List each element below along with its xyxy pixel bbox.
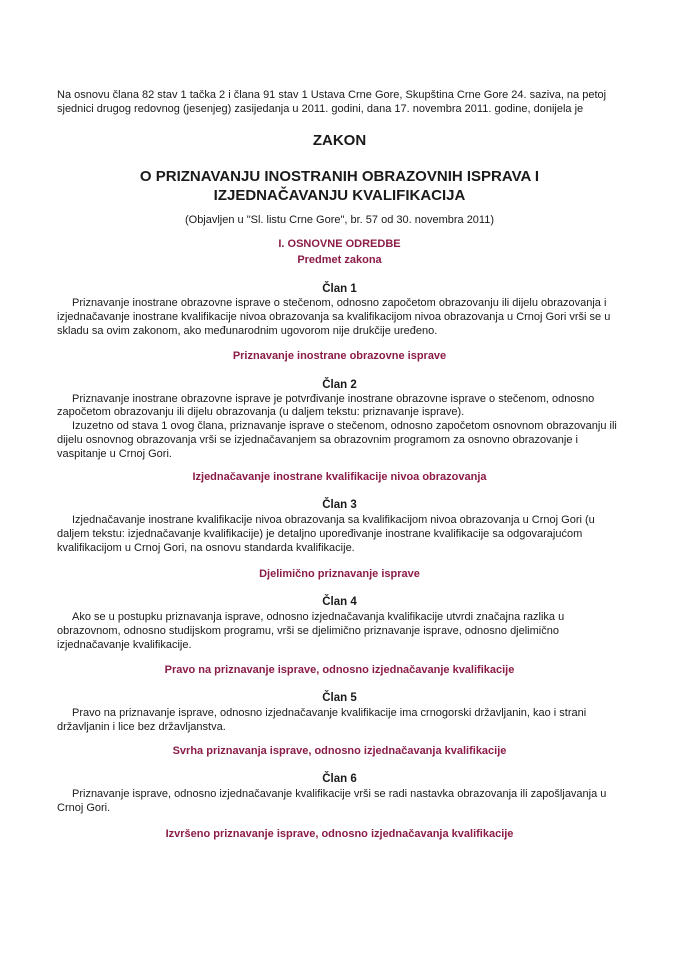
chapter-heading: I. OSNOVNE ODREDBE xyxy=(278,238,401,250)
intro-line: sjednici drugog redovnog (jesenjeg) zasijedanja u 2011. godini, dana 17. novembra 2011. godine, donijela je xyxy=(57,103,584,115)
law-title-line: IZJEDNAČAVANJU KVALIFIKACIJA xyxy=(213,187,466,204)
law-title-line: O PRIZNAVANJU INOSTRANIH OBRAZOVNIH ISPRAVA I xyxy=(139,168,540,185)
article-line: skladu sa ovim zakonom, ako međunarodnim ugovorom nije drukčije uređeno. xyxy=(57,325,438,337)
section-heading: Djelimično priznavanje isprave xyxy=(259,568,420,580)
article-line: Izuzetno od stava 1 ovog člana, priznavanje isprave o stečenom, odnosno započetom osnovnom obrazovanju ili xyxy=(72,420,617,432)
article-line: Izjednačavanje inostrane kvalifikacije nivoa obrazovanja sa kvalifikacijom nivoa obrazovanja u Crnoj Gori (u xyxy=(72,514,595,526)
article-line: kvalifikacijom u Crnoj Gori, na osnovu standarda kvalifikacije. xyxy=(57,542,355,554)
article-label: Član 1 xyxy=(322,283,357,295)
article-line: daljem tekstu: izjednačavanje kvalifikacije) je detaljno upoređivanje inostrane kvalifikacije sa odgovarajućom xyxy=(57,528,583,540)
article-line: vaspitanje u Crnoj Gori. xyxy=(57,448,172,460)
article-line: Ako se u postupku priznavanja isprave, odnosno izjednačavanja kvalifikacije utvrdi značajna razlika u xyxy=(72,611,565,623)
section-heading: Svrha priznavanja isprave, odnosno izjednačavanja kvalifikacije xyxy=(172,745,507,757)
article-line: obrazovnom, odnosno studijskom programu, vrši se djelimično priznavanje isprave, odnosno djelimično xyxy=(57,625,559,637)
article-line: Priznavanje isprave, odnosno izjednačavanje kvalifikacije vrši se radi nastavka obrazovanja ili zapošljavanja u xyxy=(72,788,607,800)
article-label: Član 5 xyxy=(322,692,357,704)
article-line: Priznavanje inostrane obrazovne isprave o stečenom, odnosno započetom obrazovanju ili dijelu obrazovanja i xyxy=(72,297,607,309)
section-heading: Predmet zakona xyxy=(297,254,382,266)
section-heading: Izjednačavanje inostrane kvalifikacije nivoa obrazovanja xyxy=(192,471,487,483)
section-heading: Izvršeno priznavanje isprave, odnosno izjednačavanja kvalifikacije xyxy=(165,828,514,840)
section-heading: Pravo na priznavanje isprave, odnosno izjednačavanje kvalifikacije xyxy=(164,664,515,676)
article-label: Član 4 xyxy=(322,596,357,608)
section-heading: Priznavanje inostrane obrazovne isprave xyxy=(232,350,447,362)
article-line: Priznavanje inostrane obrazovne isprave je potvrđivanje inostrane obrazovne isprave o stečenom, odnosno xyxy=(72,393,595,405)
publication-note: (Objavljen u "Sl. listu Crne Gore", br. 57 od 30. novembra 2011) xyxy=(184,214,495,226)
intro-line: Na osnovu člana 82 stav 1 tačka 2 i člana 91 stav 1 Ustava Crne Gore, Skupština Crne Gore 24. saziva, na petoj xyxy=(57,89,607,101)
article-line: Pravo na priznavanje isprave, odnosno izjednačavanje kvalifikacije ima crnogorski državljanin, kao i strani xyxy=(72,707,587,719)
article-line: izjednačavanje inostrane kvalifikacije nivoa obrazovanja sa kvalifikacijom nivoa obrazovanja u Crnoj Gori vrši se u xyxy=(57,311,611,323)
article-label: Član 2 xyxy=(322,379,357,391)
article-label: Član 6 xyxy=(322,773,357,785)
article-line: izjednačavanje kvalifikacije. xyxy=(57,639,192,651)
article-label: Član 3 xyxy=(322,499,357,511)
article-line: dijelu osnovnog obrazovanja vrši se izjednačavanjem sa obrazovnim programom za osnovno obrazovanje i xyxy=(57,434,578,446)
article-line: Crnoj Gori. xyxy=(57,802,111,814)
document-type: ZAKON xyxy=(312,132,367,149)
article-line: državljanin i lice bez državljanstva. xyxy=(57,721,226,733)
article-line: započetom obrazovanju ili dijelu obrazovanja (u daljem tekstu: priznavanje isprave). xyxy=(57,406,465,418)
